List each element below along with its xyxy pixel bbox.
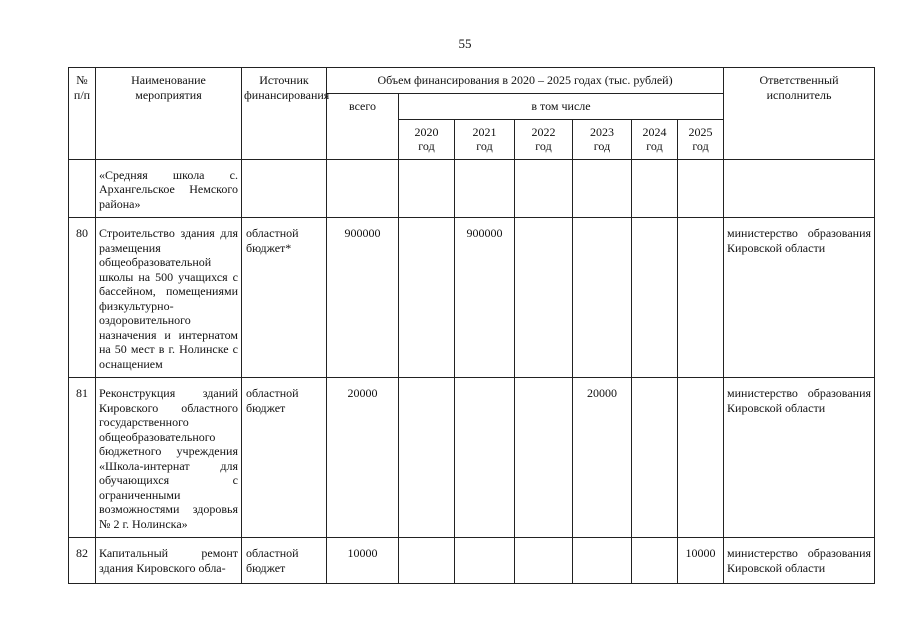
row-num: 80: [69, 218, 96, 378]
table-row: [69, 538, 875, 584]
row-source: областной бюджет: [242, 538, 327, 584]
header-year-2023: 2023 год: [573, 119, 632, 159]
header-volume: Объем финансирования в 2020 – 2025 годах (тыс. рублей): [327, 68, 724, 94]
row-2021: 900000: [455, 218, 515, 378]
row-2022: [515, 159, 573, 218]
row-2024: [632, 538, 678, 584]
header-year-2025: 2025 год: [678, 119, 724, 159]
row-responsible: министерство образования Кировской области: [724, 538, 875, 584]
header-name: Наименование мероприятия: [96, 68, 242, 160]
header-responsible: Ответственный исполнитель: [724, 68, 875, 160]
header-source: Источник финансирования: [242, 68, 327, 160]
row-source: областной бюджет: [242, 378, 327, 538]
row-2025: [678, 378, 724, 538]
row-responsible: министерство образования Кировской области: [724, 218, 875, 378]
header-year-2024: 2024 год: [632, 119, 678, 159]
table-row: [69, 378, 875, 538]
row-name: Строительство здания для размещения общеобразовательной школы на 500 учащихся с бассейном, помещениями физкультурно-оздоровительного назначения и интернатом на 50 мест в г. Нолинске с оснащением: [96, 218, 242, 378]
row-2022: [515, 378, 573, 538]
row-responsible: министерство образования Кировской области: [724, 378, 875, 538]
row-responsible: [724, 159, 875, 218]
row-num: 81: [69, 378, 96, 538]
header-year-2022: 2022 год: [515, 119, 573, 159]
row-2022: [515, 218, 573, 378]
row-2021: [455, 159, 515, 218]
header-year-2020: 2020 год: [399, 119, 455, 159]
row-2021: [455, 538, 515, 584]
row-total: 20000: [327, 378, 399, 538]
row-source: [242, 159, 327, 218]
row-2023: [573, 218, 632, 378]
row-2023: [573, 538, 632, 584]
header-total: всего: [327, 93, 399, 159]
table-row: [69, 218, 875, 378]
row-name: «Средняя школа с. Архангельское Немского района»: [96, 159, 242, 218]
header-year-2021: 2021 год: [455, 119, 515, 159]
row-2023: 20000: [573, 378, 632, 538]
row-2025: 10000: [678, 538, 724, 584]
row-total: 10000: [327, 538, 399, 584]
row-2022: [515, 538, 573, 584]
table-row: [69, 159, 875, 218]
row-2024: [632, 378, 678, 538]
row-2024: [632, 218, 678, 378]
row-2021: [455, 378, 515, 538]
row-2020: [399, 159, 455, 218]
row-num: [69, 159, 96, 218]
row-2023: [573, 159, 632, 218]
row-total: [327, 159, 399, 218]
row-source: областной бюджет*: [242, 218, 327, 378]
row-name: Капитальный ремонт здания Кировского обла-: [96, 538, 242, 584]
row-name: Реконструкция зданий Кировского областного государственного общеобразовательного бюджетного учреждения «Школа-интернат для обучающихся с ограниченными возможностями здоровья № 2 г. Нолинска»: [96, 378, 242, 538]
row-2025: [678, 218, 724, 378]
financing-table: [68, 67, 875, 584]
row-2024: [632, 159, 678, 218]
row-2020: [399, 538, 455, 584]
page-number: 55: [458, 36, 472, 51]
row-2025: [678, 159, 724, 218]
row-2020: [399, 378, 455, 538]
header-num: № п/п: [69, 68, 96, 160]
row-total: 900000: [327, 218, 399, 378]
row-2020: [399, 218, 455, 378]
row-num: 82: [69, 538, 96, 584]
header-including: в том числе: [399, 93, 724, 119]
